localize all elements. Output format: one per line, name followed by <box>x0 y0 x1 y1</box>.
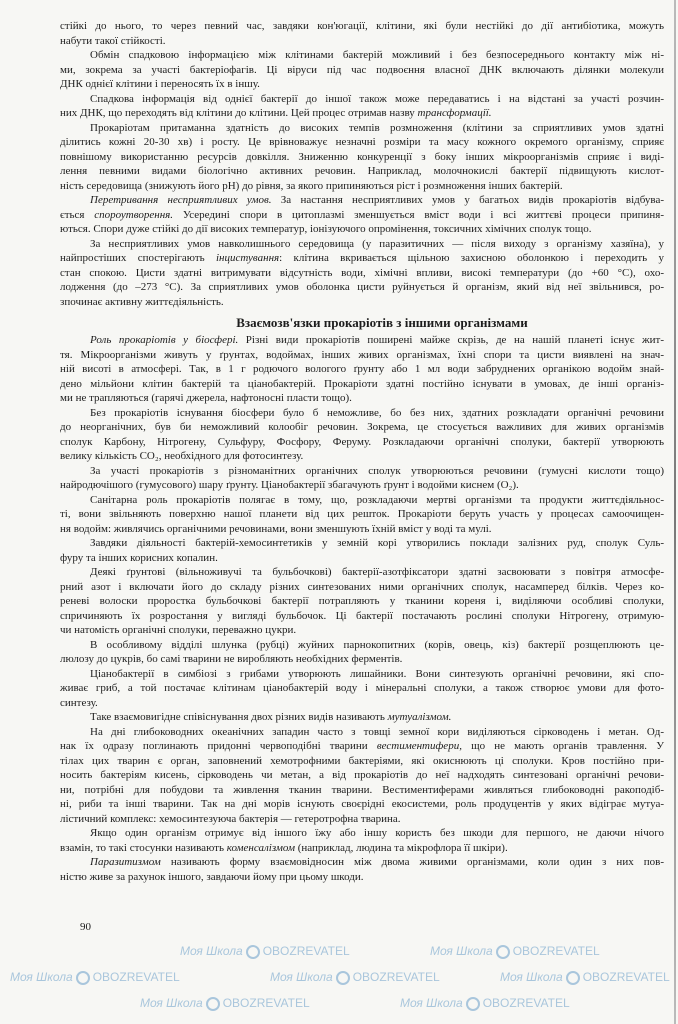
text-segment: ністю живе за рахунок іншого, завдаючи йому при цьому шкоди. <box>60 870 364 883</box>
watermark-logo-icon <box>206 997 220 1011</box>
text-line <box>60 295 664 310</box>
text-segment: синтезу. <box>60 696 98 709</box>
text-line <box>60 333 664 348</box>
text-segment: ми, зокрема за участі бактеріофагів. Ці віруси під час подвоєння власної ДНК включають ділянки молекули <box>60 63 664 76</box>
paragraph <box>60 92 664 121</box>
text-line <box>60 696 664 711</box>
text-segment: спричиняють їх розростання у вигляді бульбочок. Ці бактерії постачають рослині сполуки Нітрогену, отримую- <box>60 609 664 622</box>
text-segment: Таке взаємовигідне співіснування двох різних видів називають <box>90 711 388 723</box>
text-segment: називають форму взаємовідносин між двома живими організмами, коли один з них пов- <box>160 856 664 868</box>
text-line <box>60 478 664 493</box>
italic-term: коменсалізмом <box>226 841 295 854</box>
paragraph <box>60 121 664 194</box>
text-segment: стан спокою. Цисти здатні витримувати відсутність води, хімічні впливи, високі температури (до +60 °C), охо- <box>60 266 664 279</box>
text-segment: фуру та інших корисних копалин. <box>60 551 218 564</box>
text-segment: люлозу до цукрів, бо самі тварини не виробляють необхідних ферментів. <box>60 653 403 665</box>
text-segment: (наприклад, людина та мікрофлора її шкіри). <box>294 841 508 854</box>
text-line <box>60 536 664 551</box>
text-line <box>60 377 664 392</box>
text-line <box>60 594 664 609</box>
watermark-logo-icon <box>496 945 510 959</box>
text-segment: сполук Карбону, Нітрогену, Сульфуру, Фосфору, Феруму. Розкладаючи органічні сполуки, бактерії утворюють <box>60 435 664 448</box>
text-segment: : клітина вкривається щільною захисною оболонкою і переходить у <box>279 252 664 264</box>
text-segment: нак їх одразу поглинають придонні червоподібні тварини <box>60 740 377 752</box>
scan-edge <box>674 0 676 1024</box>
text-line <box>60 565 664 580</box>
text-line <box>60 522 664 537</box>
text-segment: За участі прокаріотів з різноманітних органічних сполук утворюються речовини (гумусні кислоти тощо) <box>90 464 664 477</box>
text-line <box>60 580 664 595</box>
text-segment: Спадкова інформація від однієї бактерії до іншої також може передаватись і на відстані за участі розчин- <box>90 92 664 105</box>
text-line <box>60 710 664 725</box>
text-line <box>60 652 664 667</box>
text-line <box>60 826 664 841</box>
text-segment: взамін, то такі стосунки називають <box>60 841 227 854</box>
text-segment: стійкі до нього, то через певний час, завдяки кон'югації, клітини, які були нестійкі до дії антибіотика, можуть <box>60 20 664 32</box>
text-segment: ни, потрібні для побудови та живлення тканин тварини. Вестиментиферами живляться глибоководні ракоподіб- <box>60 783 664 796</box>
text-segment: реневі волоски проростка бульбочкові бактерії потрапляють у тканини кореня і, виділяючи особливі сполуки, <box>60 595 664 607</box>
text-segment: до неорганічних, був би неможливий колообіг речовин. Зокрема, це стосується важливих для живих організмів <box>60 421 664 433</box>
italic-term: Роль прокаріотів у біосфері. <box>90 334 239 346</box>
text-line <box>60 362 664 377</box>
text-line <box>60 237 664 252</box>
text-segment: ми не трапляються (гарячі джерела, нафтоносні пласти тощо). <box>60 392 352 404</box>
text-line <box>60 768 664 783</box>
text-segment: Якщо один організм отримує від іншого їжу або іншу користь без шкоди для першого, не даючи нічого <box>90 827 664 839</box>
text-segment: них ДНК, що переходять від клітини до клітини. Цей процес отримав назву <box>60 107 418 119</box>
italic-term: мутуалізмом. <box>387 711 452 723</box>
text-line <box>60 63 664 78</box>
text-segment: Різні види прокаріотів поширені майже скрізь, де на нашій планеті існує жит- <box>238 334 664 346</box>
italic-term: Перетривання несприятливих умов. <box>90 194 272 206</box>
watermark: Моя Школа OBOZREVATEL <box>140 996 310 1010</box>
text-line <box>60 179 664 194</box>
text-segment: ність середовища (знижують його pH) до рівня, за якого припиняються ріст і розмноження інших бактерій. <box>60 179 563 192</box>
paragraph <box>60 237 664 310</box>
text-segment: ній висоті в атмосфері. Так, в 1 г родючого вологого ґрунту або 1 мл води забруднених органікою водойм знай- <box>60 363 664 375</box>
text-segment: що не мають органів травлення. У <box>461 740 664 752</box>
text-line <box>60 855 664 870</box>
paragraph <box>60 638 664 667</box>
text-segment: Обмін спадковою інформацією між клітинами бактерій можливий і без безпосереднього контакту між ні- <box>90 49 664 61</box>
text-line <box>60 638 664 653</box>
text-line <box>60 623 664 638</box>
text-segment: носить бактеріям кисень, сірководень чи метан, а від прокаріотів до неї надходять синтезовані органічні речови- <box>60 769 664 781</box>
watermark-logo-icon <box>336 971 350 985</box>
text-segment: На дні глибоководних океанічних западин часто з товщі земної кори виділяються сірководень і метан. Од- <box>90 725 664 738</box>
watermark-logo-icon <box>566 971 580 985</box>
text-line <box>60 507 664 522</box>
text-line <box>60 348 664 363</box>
watermark: Моя Школа OBOZREVATEL <box>400 996 570 1010</box>
paragraph <box>60 19 664 48</box>
text-line <box>60 193 664 208</box>
text-segment: Без прокаріотів існування біосфери було б неможливе, бо без них, здатних розкладати органічні речовини <box>90 406 664 419</box>
text-line <box>60 280 664 295</box>
text-line <box>60 121 664 136</box>
watermark: Моя Школа OBOZREVATEL <box>500 970 670 984</box>
text-line <box>60 725 664 740</box>
watermark: Моя Школа OBOZREVATEL <box>180 944 350 958</box>
italic-term: інцистування <box>215 252 280 264</box>
paragraph <box>60 48 664 92</box>
paragraph <box>60 667 664 711</box>
text-segment: велику кількість CO₂, необхідного для фотосинтезу. <box>60 450 304 462</box>
text-segment: рний азот і включати його до складу різних синтезованих ними органічних сполук, насамперед білків. Через ко- <box>60 580 664 593</box>
text-line <box>60 420 664 435</box>
text-line <box>60 391 664 406</box>
text-segment: В особливому відділі шлунка (рубці) жуйних парнокопитних (корів, овець, кіз) бактерії розщеплюють це- <box>90 638 664 651</box>
text-line <box>60 135 664 150</box>
text-segment: За несприятливих умов навколишнього середовища (у паразитичних — після виходу з організму хазяїна), у <box>90 237 664 250</box>
paragraph <box>60 710 664 725</box>
text-segment: Завдяки діяльності бактерій-хемосинтетиків у земній корі утворились поклади залізних руд, сполук Суль- <box>90 537 664 549</box>
watermark: Моя Школа OBOZREVATEL <box>270 970 440 984</box>
text-segment: повнішому використанню ресурсів довкілля. Зниженню конкуренції з боку інших мікроорганізмів сприяє і виді- <box>60 150 664 163</box>
text-segment: ділитись кожні 20-30 хв) і росту. Це врівноважує незначні розміри та масу кожного окремого організму, сприяє <box>60 136 664 148</box>
text-segment: Ціанобактерії в симбіозі з грибами утворюють лишайники. Вони синтезують органічні речовини, які спо- <box>90 667 664 680</box>
paragraph <box>60 826 664 855</box>
text-segment: чи натомість органічні сполуки, переважно цукри. <box>60 624 297 636</box>
text-segment: Деякі ґрунтові (вільноживучі та бульбочкові) бактерії-азотфіксатори здатні засвоювати з повітря атмосфе- <box>90 566 664 578</box>
text-segment: ється <box>60 208 95 221</box>
text-line <box>60 77 664 92</box>
paragraph <box>60 193 664 237</box>
text-segment: дено мільйони клітин бактерій та ціанобактерій. Прокаріоти здатні постійно існувати в умовах, де інші організ- <box>60 377 664 390</box>
italic-term: Паразитизмом <box>90 856 161 868</box>
text-line <box>60 870 664 885</box>
text-line <box>60 464 664 479</box>
text-segment: Усередині спори в цитоплазмі зменшується вміст води і всі життєві процеси припиня- <box>173 208 664 221</box>
text-line <box>60 150 664 165</box>
italic-term: вестиментифери, <box>376 740 462 752</box>
text-line <box>60 551 664 566</box>
text-segment: найродючішого (гумусового) шару ґрунту. Ціанобактерії збагачують ґрунт і водойми киснем (O₂). <box>60 479 519 491</box>
text-line <box>60 797 664 812</box>
text-segment: ня водойм: живлячись органічними речовинами, вони зменшують їхній вміст у воді та мулі. <box>60 522 492 535</box>
text-line <box>60 783 664 798</box>
text-segment: ті, вони звільняють поверхню нашої планети від цих решток. Прокаріоти беруть участь у процесах самоочищен- <box>60 508 664 520</box>
watermark: Моя Школа OBOZREVATEL <box>430 944 600 958</box>
text-line <box>60 19 664 34</box>
italic-term: трансформації. <box>417 107 492 119</box>
textbook-page-body <box>60 19 664 884</box>
text-line <box>60 222 664 237</box>
text-line <box>60 34 664 49</box>
watermark: Моя Школа OBOZREVATEL <box>10 970 180 984</box>
text-line <box>60 667 664 682</box>
text-segment: За настання несприятливих умов у багатьох видів прокаріотів відбува- <box>271 194 664 206</box>
text-segment: зпочинає активну життєдіяльність. <box>60 295 224 308</box>
text-segment: Прокаріотам притаманна здатність до високих темпів розмноження (клітини за сприятливих умов здатні <box>90 121 664 134</box>
watermark-logo-icon <box>466 997 480 1011</box>
page-number: 90 <box>80 921 91 933</box>
section-heading: Взаємозв'язки прокаріотів з іншими організмами <box>236 315 528 330</box>
text-segment: лення певними видами біологічно активних речовин. Наприклад, молочнокислі бактерії підвищують кислот- <box>60 165 664 177</box>
text-line <box>60 266 664 281</box>
paragraph <box>60 565 664 638</box>
text-line <box>60 435 664 450</box>
text-segment: лістичний комплекс: хемосинтезуюча бактерія — гетеротрофна тварина. <box>60 812 401 825</box>
italic-term: спороутворення. <box>94 208 174 221</box>
text-segment: тілах цих тварин є орган, заповнений хемотрофними бактеріями, які окиснюють ці сполуки. Кров постійно при- <box>60 754 664 767</box>
watermark-logo-icon <box>246 945 260 959</box>
text-segment: ються. Спори дуже стійкі до дії високих температур, іонізуючого опромінення, токсичних хімічних сполук тощо. <box>60 223 592 235</box>
watermark-logo-icon <box>76 971 90 985</box>
text-line <box>60 48 664 63</box>
text-line <box>60 739 664 754</box>
text-line <box>60 841 664 856</box>
text-line <box>60 251 664 266</box>
text-segment: ні, риби та інші тварини. Так на дні морів існують своєрідні екосистеми, роль продуцентів у яких відіграє мутуа- <box>60 798 664 810</box>
text-line <box>60 164 664 179</box>
text-line <box>60 106 664 121</box>
text-segment: ДНК однієї клітини і переносять їх в іншу. <box>60 78 260 90</box>
text-segment: живає гриб, а той постачає клітинам ціанобактерій воду і мінеральні сполуки, а також створює умови для фото- <box>60 682 664 694</box>
text-line <box>60 449 664 464</box>
text-line <box>60 681 664 696</box>
text-line <box>60 812 664 827</box>
paragraph <box>60 333 664 406</box>
text-line <box>60 609 664 624</box>
paragraph <box>60 855 664 884</box>
text-line <box>60 754 664 769</box>
paragraph <box>60 464 664 493</box>
text-segment: найпростіших спостерігають <box>60 252 216 264</box>
text-segment: набути такої стійкості. <box>60 34 166 47</box>
text-line <box>60 406 664 421</box>
text-segment: тя. Мікроорганізми живуть у ґрунтах, водоймах, інших живих організмах, їхні спори та цисти виявлені на знач- <box>60 348 664 361</box>
paragraph <box>60 725 664 827</box>
text-line <box>60 208 664 223</box>
text-line <box>60 92 664 107</box>
text-segment: лодження (до –273 °C). За сприятливих умов оболонка цисти руйнується й організм, який від неї звільнився, ро- <box>60 281 664 293</box>
text-segment: Санітарна роль прокаріотів полягає в тому, що, розкладаючи мертві організми та продукти життєдіяльнос- <box>90 493 664 506</box>
paragraph <box>60 406 664 464</box>
paragraph <box>60 536 664 565</box>
text-line <box>60 493 664 508</box>
paragraph <box>60 493 664 537</box>
